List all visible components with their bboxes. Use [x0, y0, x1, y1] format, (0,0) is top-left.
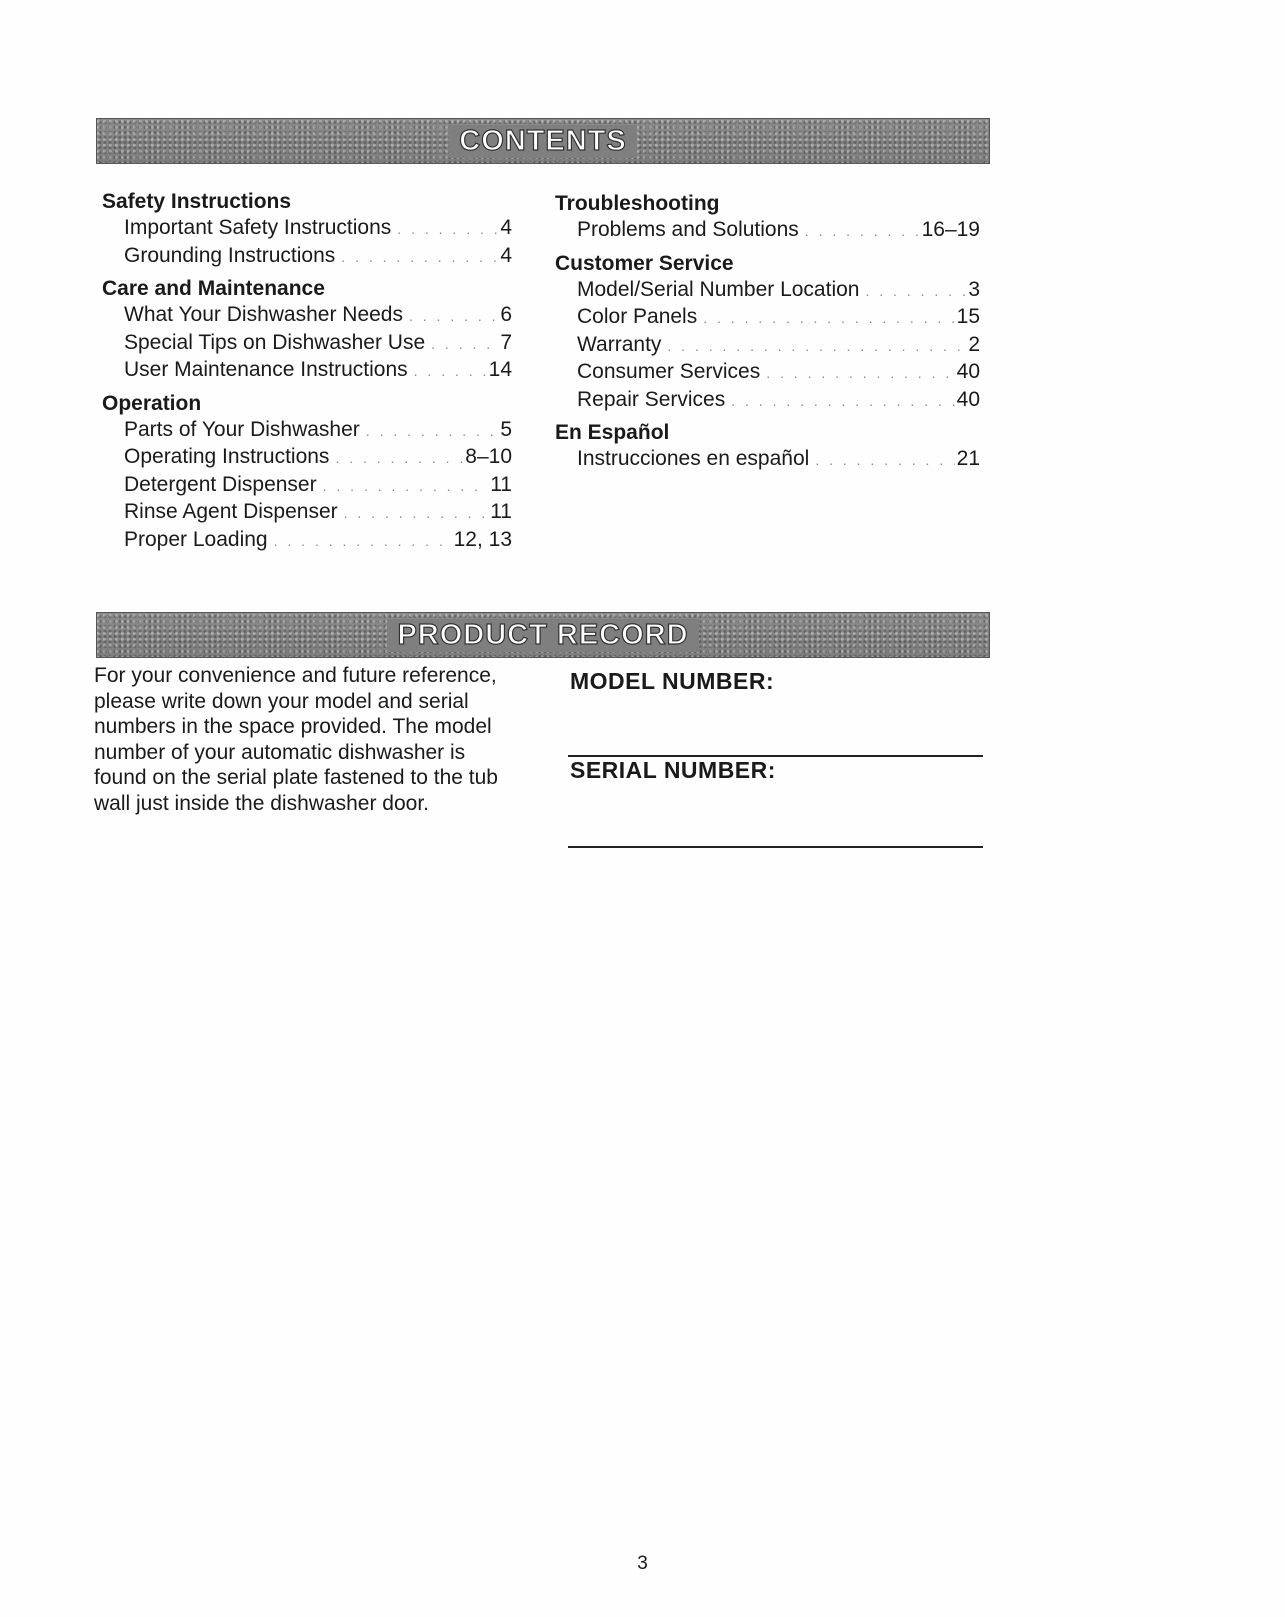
- contents-title: CONTENTS: [449, 125, 637, 158]
- toc-entry-label: Special Tips on Dishwasher Use: [124, 330, 426, 354]
- toc-entry[interactable]: [124, 444, 512, 472]
- section-title: Safety Instructions: [102, 190, 292, 213]
- toc-entry-leader-dots: [414, 359, 487, 385]
- toc-entry-leader-dots: [344, 501, 489, 527]
- toc-entry[interactable]: [577, 387, 980, 415]
- toc-entry-leader-dots: [323, 474, 489, 500]
- toc-entry-leader-dots: [815, 448, 954, 474]
- model-number-label: MODEL NUMBER:: [570, 668, 775, 694]
- toc-entry-label: Grounding Instructions: [124, 243, 336, 267]
- toc-entry[interactable]: [577, 277, 980, 305]
- toc-entry-label: Repair Services: [577, 387, 726, 411]
- toc-entry-page: 40: [956, 387, 980, 411]
- section-title: Care and Maintenance: [102, 277, 325, 300]
- toc-entry-label: Model/Serial Number Location: [577, 277, 860, 301]
- toc-entry[interactable]: [124, 472, 512, 500]
- toc-entry-page: 40: [956, 360, 980, 383]
- toc-entry[interactable]: [124, 357, 512, 385]
- toc-entry[interactable]: [577, 217, 980, 245]
- product-record-description: For your convenience and future reference, please write down your model and serial numbers in the space provided. The model number of your automatic dishwasher is found on the serial plate fastened to the tub wall just inside the dishwasher door.: [94, 664, 498, 815]
- toc-entry-leader-dots: [865, 279, 966, 305]
- section-title: En Español: [555, 421, 670, 444]
- contents-left-column: [102, 188, 512, 554]
- toc-entry-label: Proper Loading: [124, 527, 268, 551]
- toc-entry-page: 11: [490, 472, 512, 496]
- toc-entry[interactable]: [577, 359, 980, 387]
- section-title: Operation: [102, 391, 202, 415]
- toc-entry-leader-dots: [431, 332, 498, 358]
- toc-entry-page: 15: [956, 305, 980, 328]
- product-record-banner: [96, 612, 990, 658]
- toc-entry-label: Consumer Services: [577, 360, 761, 383]
- toc-entry[interactable]: [124, 417, 512, 445]
- toc-entry-leader-dots: [397, 217, 498, 243]
- toc-entry-label: Parts of Your Dishwasher: [124, 417, 360, 441]
- toc-entry[interactable]: [124, 527, 512, 555]
- toc-entry-label: Problems and Solutions: [577, 218, 799, 241]
- toc-entry-label: Important Safety Instructions: [124, 216, 392, 239]
- toc-entry-label: Operating Instructions: [124, 445, 330, 468]
- toc-entry[interactable]: [124, 499, 512, 527]
- toc-entry-page: 4: [500, 216, 512, 239]
- contents-right-column: [555, 190, 980, 474]
- toc-entry-label: Instrucciones en español: [577, 447, 810, 470]
- toc-entry[interactable]: [124, 243, 512, 271]
- toc-entry-leader-dots: [409, 304, 498, 330]
- section-title: Customer Service: [555, 251, 734, 275]
- toc-entry-page: 3: [968, 277, 980, 301]
- toc-entry-leader-dots: [731, 389, 954, 415]
- contents-banner: [96, 118, 990, 164]
- toc-entry[interactable]: [577, 332, 980, 360]
- toc-entry-page: 8–10: [465, 445, 512, 468]
- toc-entry-leader-dots: [667, 334, 966, 360]
- toc-entry-leader-dots: [274, 529, 452, 555]
- toc-entry-label: Detergent Dispenser: [124, 472, 317, 496]
- toc-entry-label: What Your Dishwasher Needs: [124, 303, 403, 326]
- toc-entry-page: 6: [500, 303, 512, 326]
- toc-entry-page: 16–19: [921, 218, 980, 241]
- toc-entry-leader-dots: [335, 446, 463, 472]
- toc-entry[interactable]: [577, 446, 980, 474]
- toc-entry-page: 2: [968, 332, 980, 356]
- toc-entry-leader-dots: [766, 361, 954, 387]
- toc-entry-label: Color Panels: [577, 305, 698, 328]
- toc-entry[interactable]: [577, 304, 980, 332]
- toc-entry-page: 5: [500, 417, 512, 441]
- toc-entry-label: Rinse Agent Dispenser: [124, 500, 338, 523]
- toc-entry-page: 11: [490, 500, 512, 523]
- product-record-title: PRODUCT RECORD: [387, 619, 698, 652]
- serial-number-label: SERIAL NUMBER:: [570, 757, 776, 783]
- toc-entry[interactable]: [124, 215, 512, 243]
- toc-entry-leader-dots: [366, 419, 499, 445]
- page-number: 3: [637, 1553, 648, 1574]
- toc-entry-page: 21: [956, 447, 980, 470]
- toc-entry-page: 12, 13: [453, 527, 512, 551]
- toc-entry-label: User Maintenance Instructions: [124, 358, 408, 381]
- section-title: Troubleshooting: [555, 192, 720, 215]
- toc-entry-leader-dots: [805, 219, 920, 245]
- toc-entry-page: 7: [500, 330, 512, 354]
- toc-entry[interactable]: [124, 330, 512, 358]
- serial-number-line: [568, 846, 983, 848]
- toc-entry-page: 14: [488, 358, 512, 381]
- toc-entry-leader-dots: [703, 306, 954, 332]
- toc-entry-leader-dots: [341, 245, 498, 271]
- toc-entry[interactable]: [124, 302, 512, 330]
- toc-entry-label: Warranty: [577, 332, 662, 356]
- toc-entry-page: 4: [500, 243, 512, 267]
